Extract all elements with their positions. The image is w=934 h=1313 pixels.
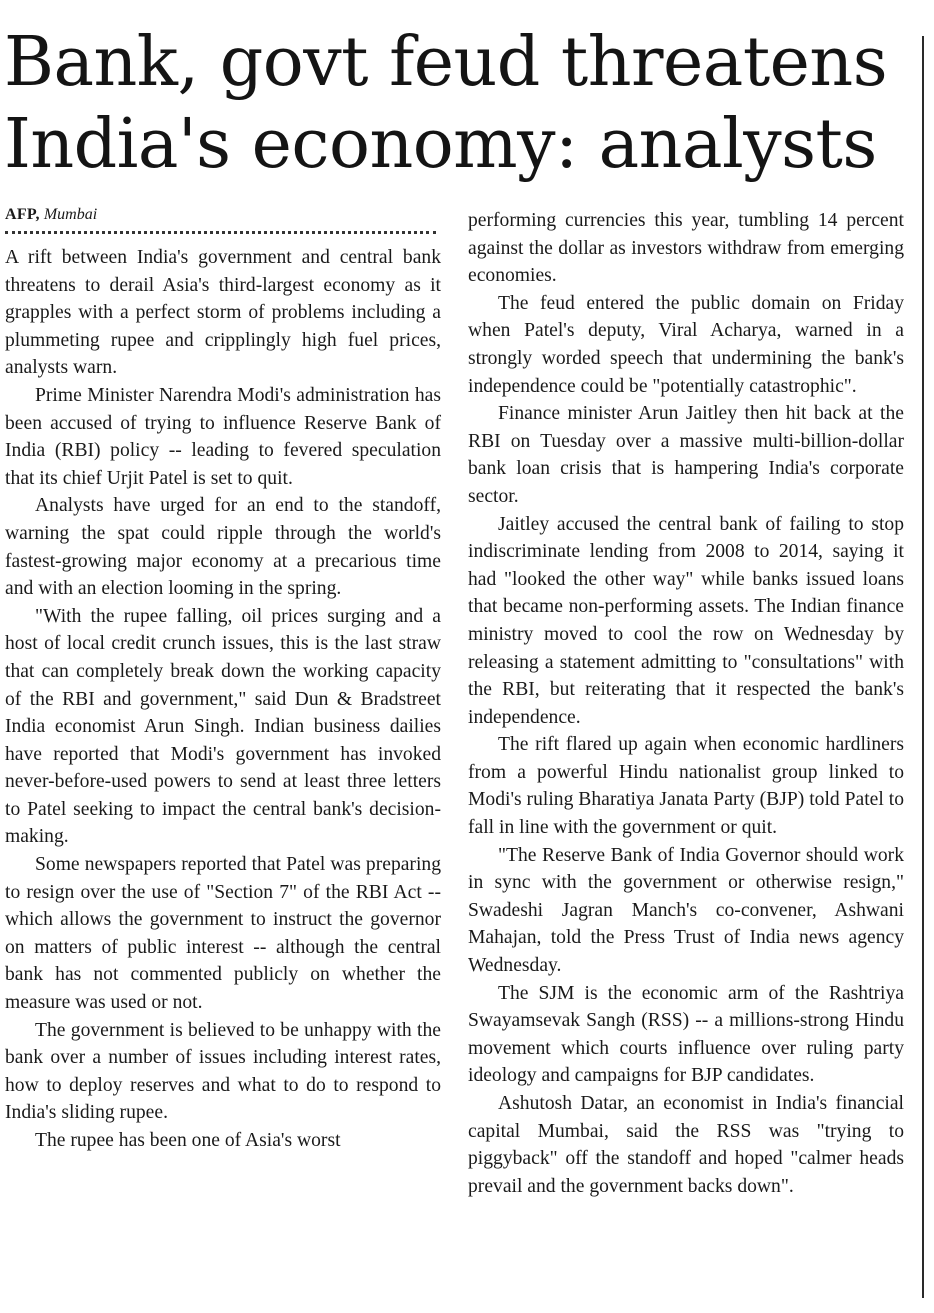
dateline xyxy=(5,203,441,227)
agency-credit: AFP, xyxy=(5,206,40,223)
right-column xyxy=(468,207,904,1200)
column-edge-rule xyxy=(922,36,924,1298)
paragraph: The government is believed to be unhappy with the bank over a number of issues including interest rates, how to deploy reserves and what to do to respond to India's sliding rupee. xyxy=(5,1019,441,1124)
paragraph: The rift flared up again when economic hardliners from a powerful Hindu nationalist group linked to Modi's ruling Bharatiya Janata Party (BJP) told Patel to fall in line with the government or quit. xyxy=(468,734,904,839)
paragraph: Analysts have urged for an end to the standoff, warning the spat could ripple through the world's fastest-growing major economy at a precarious time and with an election looming in the spring. xyxy=(5,495,441,600)
paragraph: Some newspapers reported that Patel was preparing to resign over the use of "Section 7" of the RBI Act -- which allows the government to instruct the governor on matters of public interest -- although the central bank has not commented publicly on whether the measure was used or not. xyxy=(5,854,441,1014)
headline xyxy=(4,22,916,186)
left-column xyxy=(5,203,441,1155)
paragraph: A rift between India's government and central bank threatens to derail Asia's third-largest economy as it grapples with a perfect storm of problems including a plummeting rupee and cripplingly high fuel prices, analysts warn. xyxy=(5,247,441,379)
paragraph: Ashutosh Datar, an economist in India's financial capital Mumbai, said the RSS was "trying to piggyback" off the standoff and hoped "calmer heads prevail and the government backs down". xyxy=(468,1093,904,1197)
paragraph: "With the rupee falling, oil prices surging and a host of local credit crunch issues, this is the last straw that can completely break down the working capacity of the RBI and government," said Dun & Bradstreet India economist Arun Singh. Indian business dailies have reported that Modi's government has invoked never-before-used powers to send at least three letters to Patel seeking to impact the central bank's decision-making. xyxy=(5,605,441,848)
paragraph: "The Reserve Bank of India Governor should work in sync with the government or otherwise resign," Swadeshi Jagran Manch's co-convener, Ashwani Mahajan, told the Press Trust of India news agency Wednesday. xyxy=(468,844,904,977)
paragraph: The feud entered the public domain on Friday when Patel's deputy, Viral Acharya, warned in a strongly worded speech that undermining the bank's independence could be "potentially catastrophic". xyxy=(468,292,904,397)
headline-line-2: India's economy: analysts xyxy=(4,105,877,184)
headline-line-1: Bank, govt feud threatens xyxy=(4,23,888,102)
paragraph: Finance minister Arun Jaitley then hit back at the RBI on Tuesday over a massive multi-billion-dollar bank loan crisis that is hampering India's corporate sector. xyxy=(468,403,904,507)
paragraph: Prime Minister Narendra Modi's administration has been accused of trying to influence Reserve Bank of India (RBI) policy -- leading to fevered speculation that its chief Urjit Patel is set to quit. xyxy=(5,384,441,489)
paragraph: The rupee has been one of Asia's worst xyxy=(35,1130,341,1151)
paragraph-continued: performing currencies this year, tumbling 14 percent against the dollar as investors withdraw from emerging economies. xyxy=(468,210,904,287)
dotted-divider xyxy=(5,231,436,234)
dateline-location: Mumbai xyxy=(43,206,98,223)
paragraph: The SJM is the economic arm of the Rashtriya Swayamsevak Sangh (RSS) -- a millions-strong Hindu movement which courts influence over ruling party ideology and campaigns for BJP candidates. xyxy=(468,982,904,1087)
paragraph: Jaitley accused the central bank of failing to stop indiscriminate lending from 2008 to 2014, saying it had "looked the other way" while banks issued loans that became non-performing assets. The Indian finance ministry moved to cool the row on Wednesday by releasing a statement admitting to "consultations" with the RBI, but reiterating that it respected the bank's independence. xyxy=(468,513,904,728)
